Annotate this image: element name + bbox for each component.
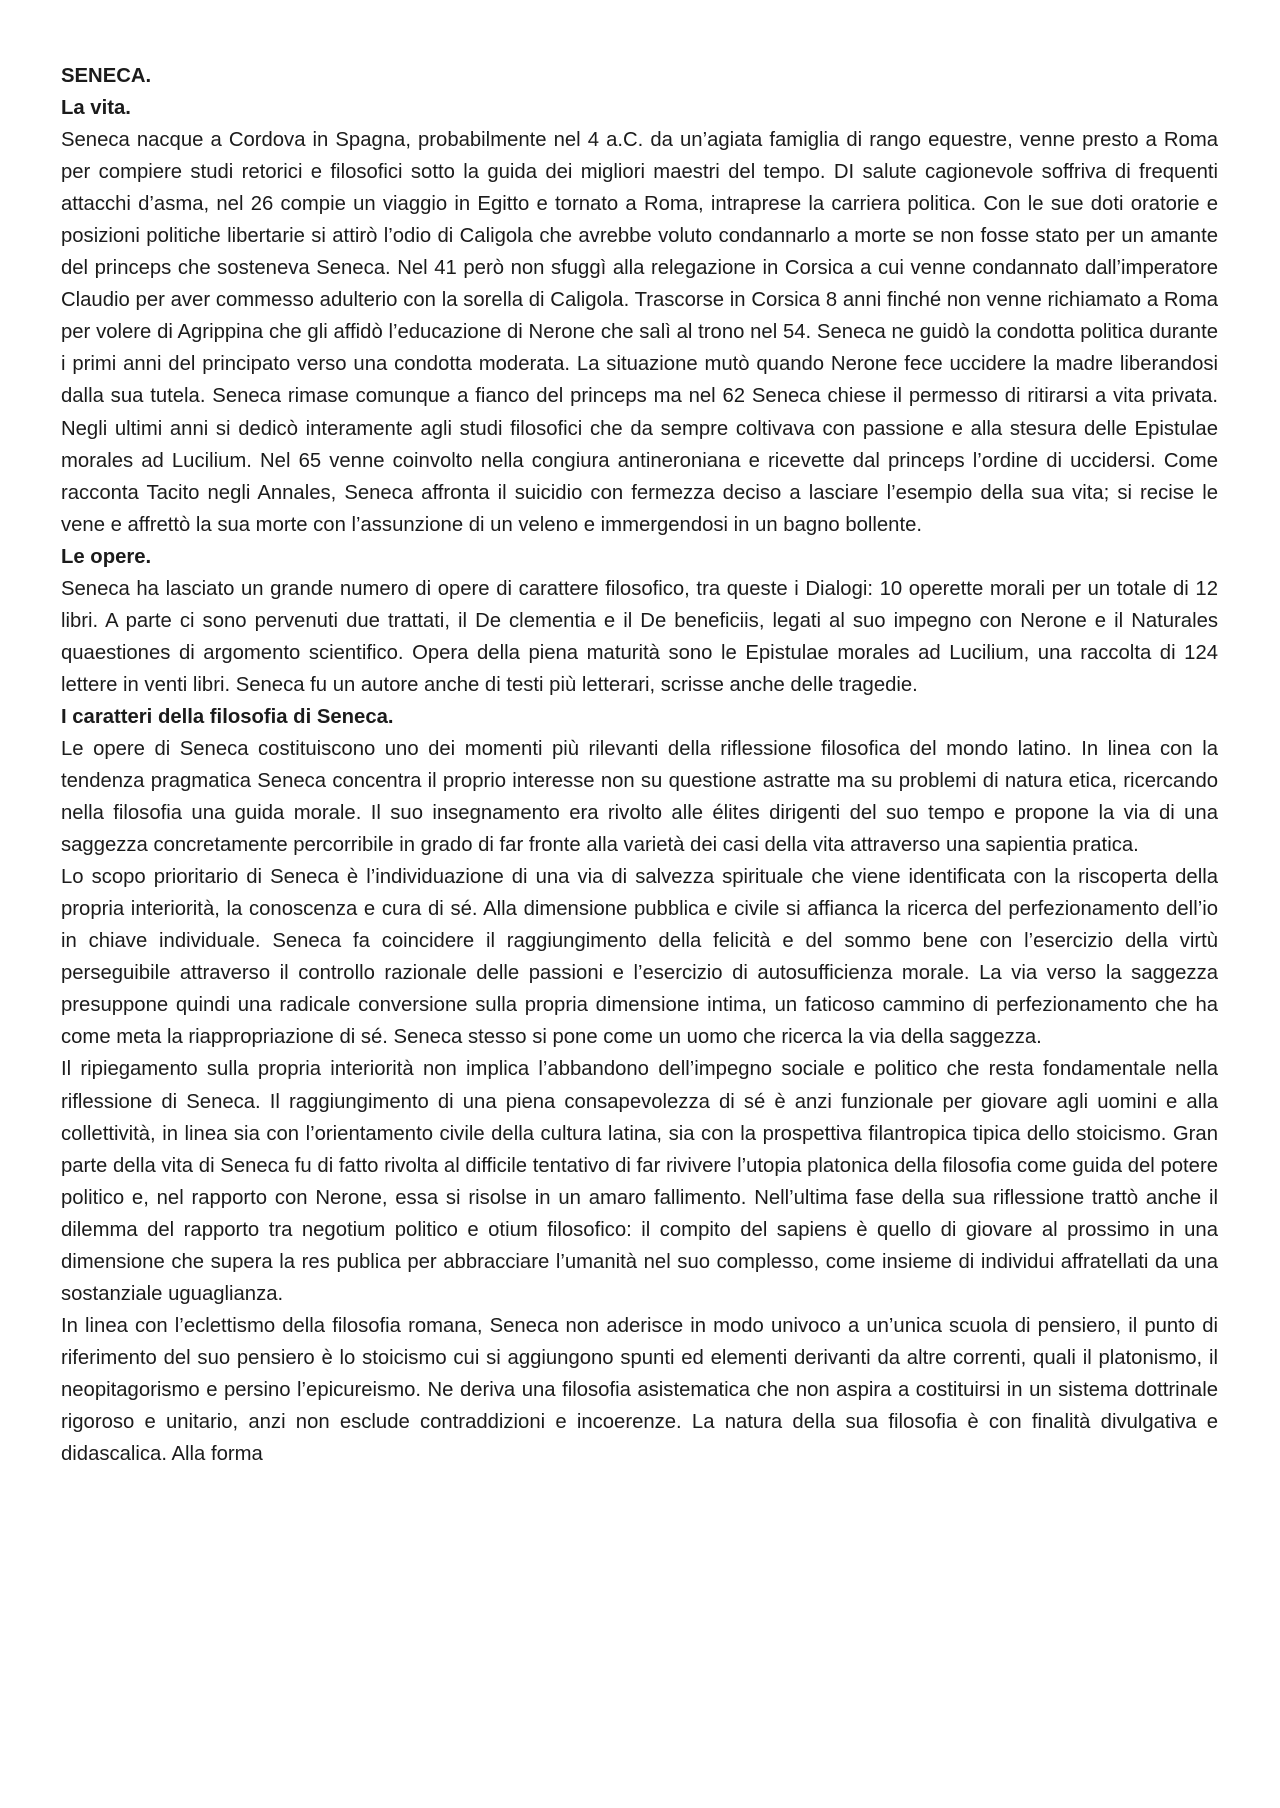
paragraph: Seneca nacque a Cordova in Spagna, probabilmente nel 4 a.C. da un’agiata famiglia di rango equestre, venne presto a Roma per compiere studi retorici e filosofici sotto la guida dei migliori maestri del tempo. DI salute cagionevole soffriva di frequenti attacchi d’asma, nel 26 compie un viaggio in Egitto e tornato a Roma, intraprese la carriera politica. Con le sue doti oratorie e posizioni politiche libertarie si attirò l’odio di Caligola che avrebbe voluto condannarlo a morte se non fosse stato per un amante del princeps che sosteneva Seneca. Nel 41 però non sfuggì alla relegazione in Corsica a cui venne condannato dall’imperatore Claudio per aver commesso adulterio con la sorella di Caligola. Trascorse in Corsica 8 anni finché non venne richiamato a Roma per volere di Agrippina che gli affidò l’educazione di Nerone che salì al trono nel 54. Seneca ne guidò la condotta politica durante i primi anni del principato verso una condotta moderata. La situazione mutò quando Nerone fece uccidere la madre liberandosi dalla sua tutela. Seneca rimase comunque a fianco del princeps ma nel 62 Seneca chiese il permesso di ritirarsi a vita privata. Negli ultimi anni si dedicò interamente agli studi filosofici che da sempre coltivava con passione e alla stesura delle Epistulae morales ad Lucilium. Nel 65 venne coinvolto nella congiura antineroniana e ricevette dal princeps l’ordine di uccidersi. Come racconta Tacito negli Annales, Seneca affronta il suicidio con fermezza deciso a lasciare l’esempio della sua vita; si recise le vene e affrettò la sua morte con l’assunzione di un veleno e immergendosi in un bagno bollente. [61, 129, 1218, 536]
section-heading: Le opere. [61, 545, 152, 568]
paragraph: In linea con l’eclettismo della filosofia romana, Seneca non aderisce in modo univoco a un’unica scuola di pensiero, il punto di riferimento del suo pensiero è lo stoicismo cui si aggiungono spunti ed elementi derivanti da altre correnti, quali il platonismo, il neopitagorismo e persino l’epicureismo. Ne deriva una filosofia asistematica che non aspira a costituirsi in un sistema dottrinale rigoroso e unitario, anzi non esclude contraddizioni e incoerenze. La natura della sua filosofia è con finalità divulgativa e didascalica. Alla forma [61, 1314, 1218, 1466]
paragraph: Le opere di Seneca costituiscono uno dei momenti più rilevanti della riflessione filosofica del mondo latino. In linea con la tendenza pragmatica Seneca concentra il proprio interesse non su questione astratte ma su problemi di natura etica, ricercando nella filosofia una guida morale. Il suo insegnamento era rivolto alle élites dirigenti del suo tempo e propone la via di una saggezza concretamente percorribile in grado di far fronte alla varietà dei casi della vita attraverso una sapientia pratica. [61, 737, 1218, 857]
section-heading: La vita. [61, 97, 131, 120]
document-page [61, 60, 1218, 1470]
section-le-opere [61, 541, 1218, 701]
section-caratteri-filosofia [61, 701, 1218, 1470]
paragraph: Il ripiegamento sulla propria interiorità non implica l’abbandono dell’impegno sociale e politico che resta fondamentale nella riflessione di Seneca. Il raggiungimento di una piena consapevolezza di sé è anzi funzionale per giovare agli uomini e alla collettività, in linea sia con l’orientamento civile della cultura latina, sia con la prospettiva filantropica tipica dello stoicismo. Gran parte della vita di Seneca fu di fatto rivolta al difficile tentativo di far rivivere l’utopia platonica della filosofia come guida del potere politico e, nel rapporto con Nerone, essa si risolse in un amaro fallimento. Nell’ultima fase della sua riflessione trattò anche il dilemma del rapporto tra negotium politico e otium filosofico: il compito del sapiens è quello di giovare al prossimo in una dimensione che supera la res publica per abbracciare l’umanità nel suo complesso, come insieme di individui affratellati da una sostanziale uguaglianza. [61, 1058, 1218, 1305]
section-la-vita [61, 92, 1218, 541]
paragraph: Lo scopo prioritario di Seneca è l’individuazione di una via di salvezza spirituale che viene identificata con la riscoperta della propria interiorità, la conoscenza e cura di sé. Alla dimensione pubblica e civile si affianca la ricerca del perfezionamento dell’io in chiave individuale. Seneca fa coincidere il raggiungimento della felicità e del sommo bene con l’esercizio della virtù perseguibile attraverso il controllo razionale delle passioni e l’esercizio di autosufficienza morale. La via verso la saggezza presuppone quindi una radicale conversione sulla propria dimensione intima, un faticoso cammino di perfezionamento che ha come meta la riappropriazione di sé. Seneca stesso si pone come un uomo che ricerca la via della saggezza. [61, 866, 1218, 1049]
paragraph: Seneca ha lasciato un grande numero di opere di carattere filosofico, tra queste i Dialogi: 10 operette morali per un totale di 12 libri. A parte ci sono pervenuti due trattati, il De clementia e il De beneficiis, legati al suo impegno con Nerone e il Naturales quaestiones di argomento scientifico. Opera della piena maturità sono le Epistulae morales ad Lucilium, una raccolta di 124 lettere in venti libri. Seneca fu un autore anche di testi più letterari, scrisse anche delle tragedie. [61, 577, 1218, 696]
document-title: SENECA. [61, 65, 152, 87]
section-heading: I caratteri della filosofia di Seneca. [61, 705, 394, 728]
